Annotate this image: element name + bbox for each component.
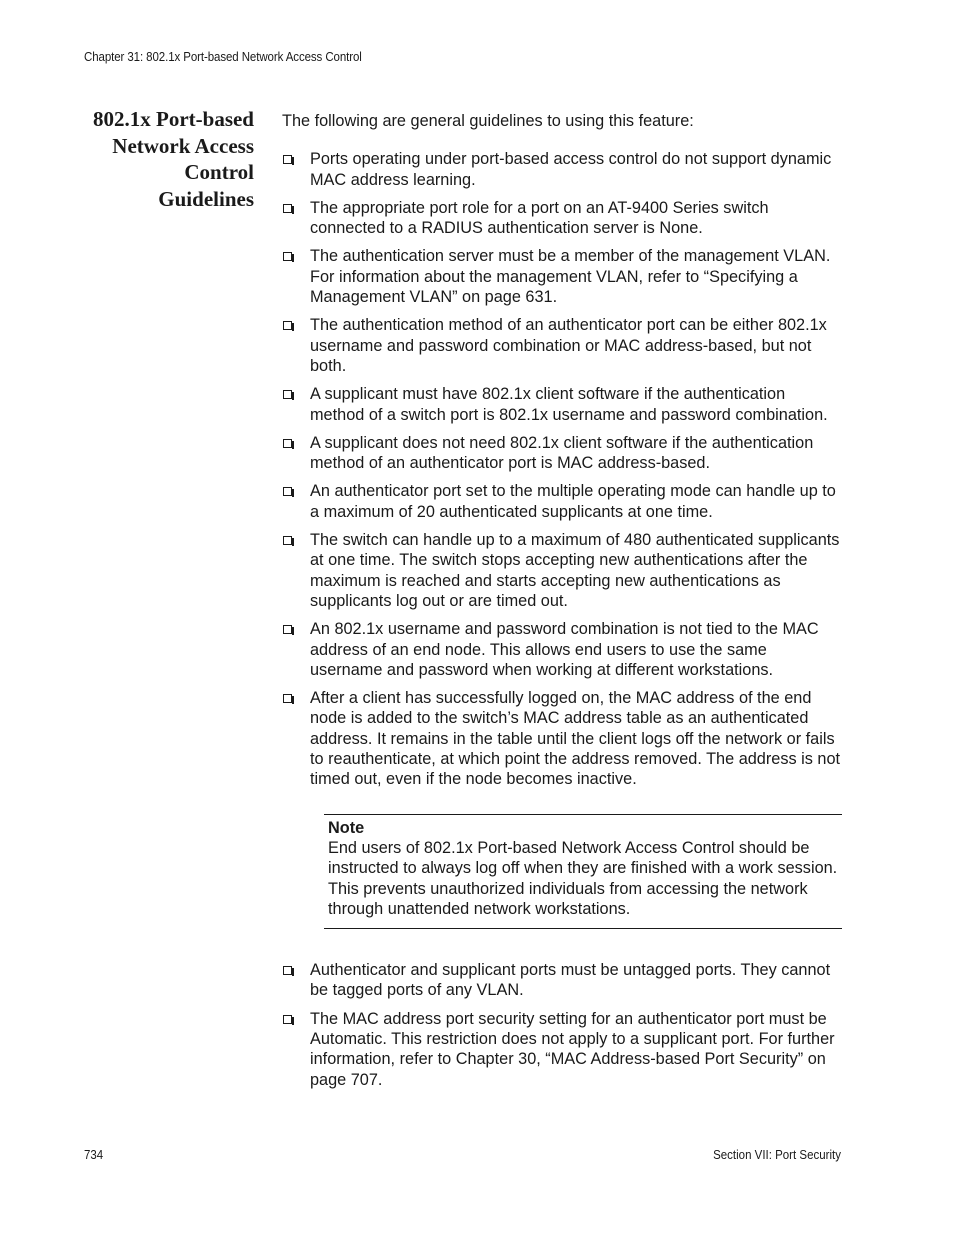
list-item-text: A supplicant does not need 802.1x client software if the authentication method of an authenticator port is MAC address-based. [310, 433, 814, 473]
list-item-text: The appropriate port role for a port on an AT-9400 Series switch connected to a RADIUS authentication server is None. [310, 198, 769, 238]
section-heading-line: 802.1x Port-based [93, 107, 254, 131]
list-item-text: Ports operating under port-based access control do not support dynamic MAC address learning. [310, 150, 832, 189]
list-item-text: The authentication method of an authenticator port can be either 802.1x username and password combination or MAC address-based, but not both. [310, 316, 827, 375]
list-item-text: An authenticator port set to the multiple operating mode can handle up to a maximum of 20 authenticated supplicants at one time. [310, 482, 836, 521]
list-item [282, 384, 842, 425]
guidelines-list [282, 149, 842, 789]
checkbox-bullet-icon [283, 321, 292, 330]
running-header: Chapter 31: 802.1x Port-based Network Access Control [84, 50, 362, 64]
checkbox-bullet-icon [283, 536, 292, 545]
checkbox-bullet-icon [283, 625, 292, 634]
list-item-text: A supplicant must have 802.1x client software if the authentication method of a switch port is 802.1x username and password combination. [310, 385, 828, 424]
section-heading [60, 106, 254, 212]
checkbox-bullet-icon [283, 252, 292, 261]
section-heading-line: Network Access [112, 133, 254, 158]
checkbox-bullet-icon [283, 966, 292, 975]
checkbox-bullet-icon [283, 390, 292, 399]
checkbox-bullet-icon [283, 1015, 292, 1024]
note-box [324, 814, 842, 929]
body-text [282, 111, 842, 1098]
list-item-text: The authentication server must be a member of the management VLAN. For information about the management VLAN, refer to “Specifying a Management VLAN” on page 631. [310, 247, 831, 307]
section-heading-line: Guidelines [158, 186, 254, 211]
list-item [282, 315, 842, 376]
checkbox-bullet-icon [283, 439, 292, 448]
running-footer-section: Section VII: Port Security [713, 1148, 841, 1162]
list-item-text: After a client has successfully logged on, the MAC address of the end node is added to the switch’s MAC address table as an authenticated address. It remains in the table until the client logs off the network or fails to reauthenticate, at which point the address removed. The address is not timed out, even if the node becomes inactive. [310, 689, 841, 789]
checkbox-bullet-icon [283, 487, 292, 496]
list-item-text: An 802.1x username and password combination is not tied to the MAC address of an end node. This allows end users to use the same username and password when working at different workstations. [310, 620, 819, 679]
list-item [282, 960, 842, 1001]
checkbox-bullet-icon [283, 204, 292, 213]
list-item-text: The switch can handle up to a maximum of 480 authenticated supplicants at one time. The switch stops accepting new authentications after the maximum is reached and starts accepting new authentications as supplicants log out or are timed out. [310, 531, 840, 610]
list-item [282, 530, 842, 611]
list-item-text: The MAC address port security setting for an authenticator port must be Automatic. This restriction does not apply to a supplicant port. For further information, refer to Chapter 30, “MAC Address-based Port Security” on page 707. [310, 1009, 835, 1089]
list-item [282, 688, 842, 789]
note-title: Note [328, 818, 365, 837]
checkbox-bullet-icon [283, 155, 292, 164]
intro-paragraph: The following are general guidelines to using this feature: [282, 112, 694, 130]
list-item-text: Authenticator and supplicant ports must be untagged ports. They cannot be tagged ports of any VLAN. [310, 961, 831, 1000]
list-item [282, 481, 842, 522]
list-item [282, 433, 842, 474]
section-heading-line: Control [184, 160, 254, 184]
list-item [282, 149, 842, 190]
guidelines-list-continued [282, 960, 842, 1090]
list-item [282, 1009, 842, 1090]
page-number: 734 [84, 1148, 104, 1162]
list-item [282, 246, 842, 307]
list-item [282, 198, 842, 239]
checkbox-bullet-icon [283, 694, 292, 703]
note-text: End users of 802.1x Port-based Network Access Control should be instructed to always log off when they are finished with a work session. This prevents unauthorized individuals from accessing the network through unattended network workstations. [328, 838, 838, 918]
list-item [282, 619, 842, 680]
